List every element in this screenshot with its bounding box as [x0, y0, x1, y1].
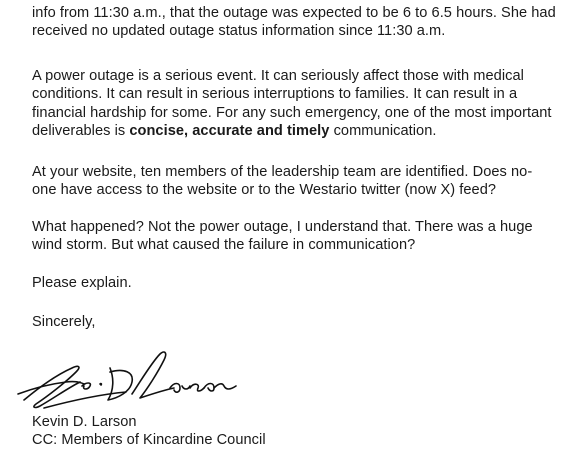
paragraph-3-line-2: one have access to the website or to the Westario twitter (now X) feed?: [32, 182, 497, 198]
paragraph-4-line-1: What happened? Not the power outage, I understand that. There was a huge: [32, 219, 533, 235]
signer-name: Kevin D. Larson: [32, 414, 137, 430]
closing-request: Please explain.: [32, 275, 132, 291]
cc-line: CC: Members of Kincardine Council: [32, 432, 266, 448]
paragraph-2-line-4: [32, 122, 436, 140]
paragraph-2-line-1: A power outage is a serious event. It can seriously affect those with medical: [32, 68, 524, 84]
paragraph-4-line-2: wind storm. But what caused the failure in communication?: [32, 237, 416, 253]
paragraph-2-line-4-suffix: communication.: [329, 123, 437, 139]
paragraph-1-line-2: received no updated outage status information since 11:30 a.m.: [32, 23, 446, 39]
handwritten-signature: [14, 338, 254, 416]
paragraph-3-line-1: At your website, ten members of the leadership team are identified. Does no-: [32, 164, 533, 180]
paragraph-2-line-3: financial hardship for some. For any such emergency, one of the most important: [32, 105, 552, 121]
salutation: Sincerely,: [32, 314, 96, 330]
emphasis-concise-accurate-timely: concise, accurate and timely: [129, 123, 330, 139]
paragraph-1-line-1: info from 11:30 a.m., that the outage was expected to be 6 to 6.5 hours. She had: [32, 5, 556, 21]
paragraph-2-line-2: conditions. It can result in serious interruptions to families. It can result in a: [32, 86, 518, 102]
paragraph-2-line-4-prefix: deliverables is: [32, 123, 130, 139]
